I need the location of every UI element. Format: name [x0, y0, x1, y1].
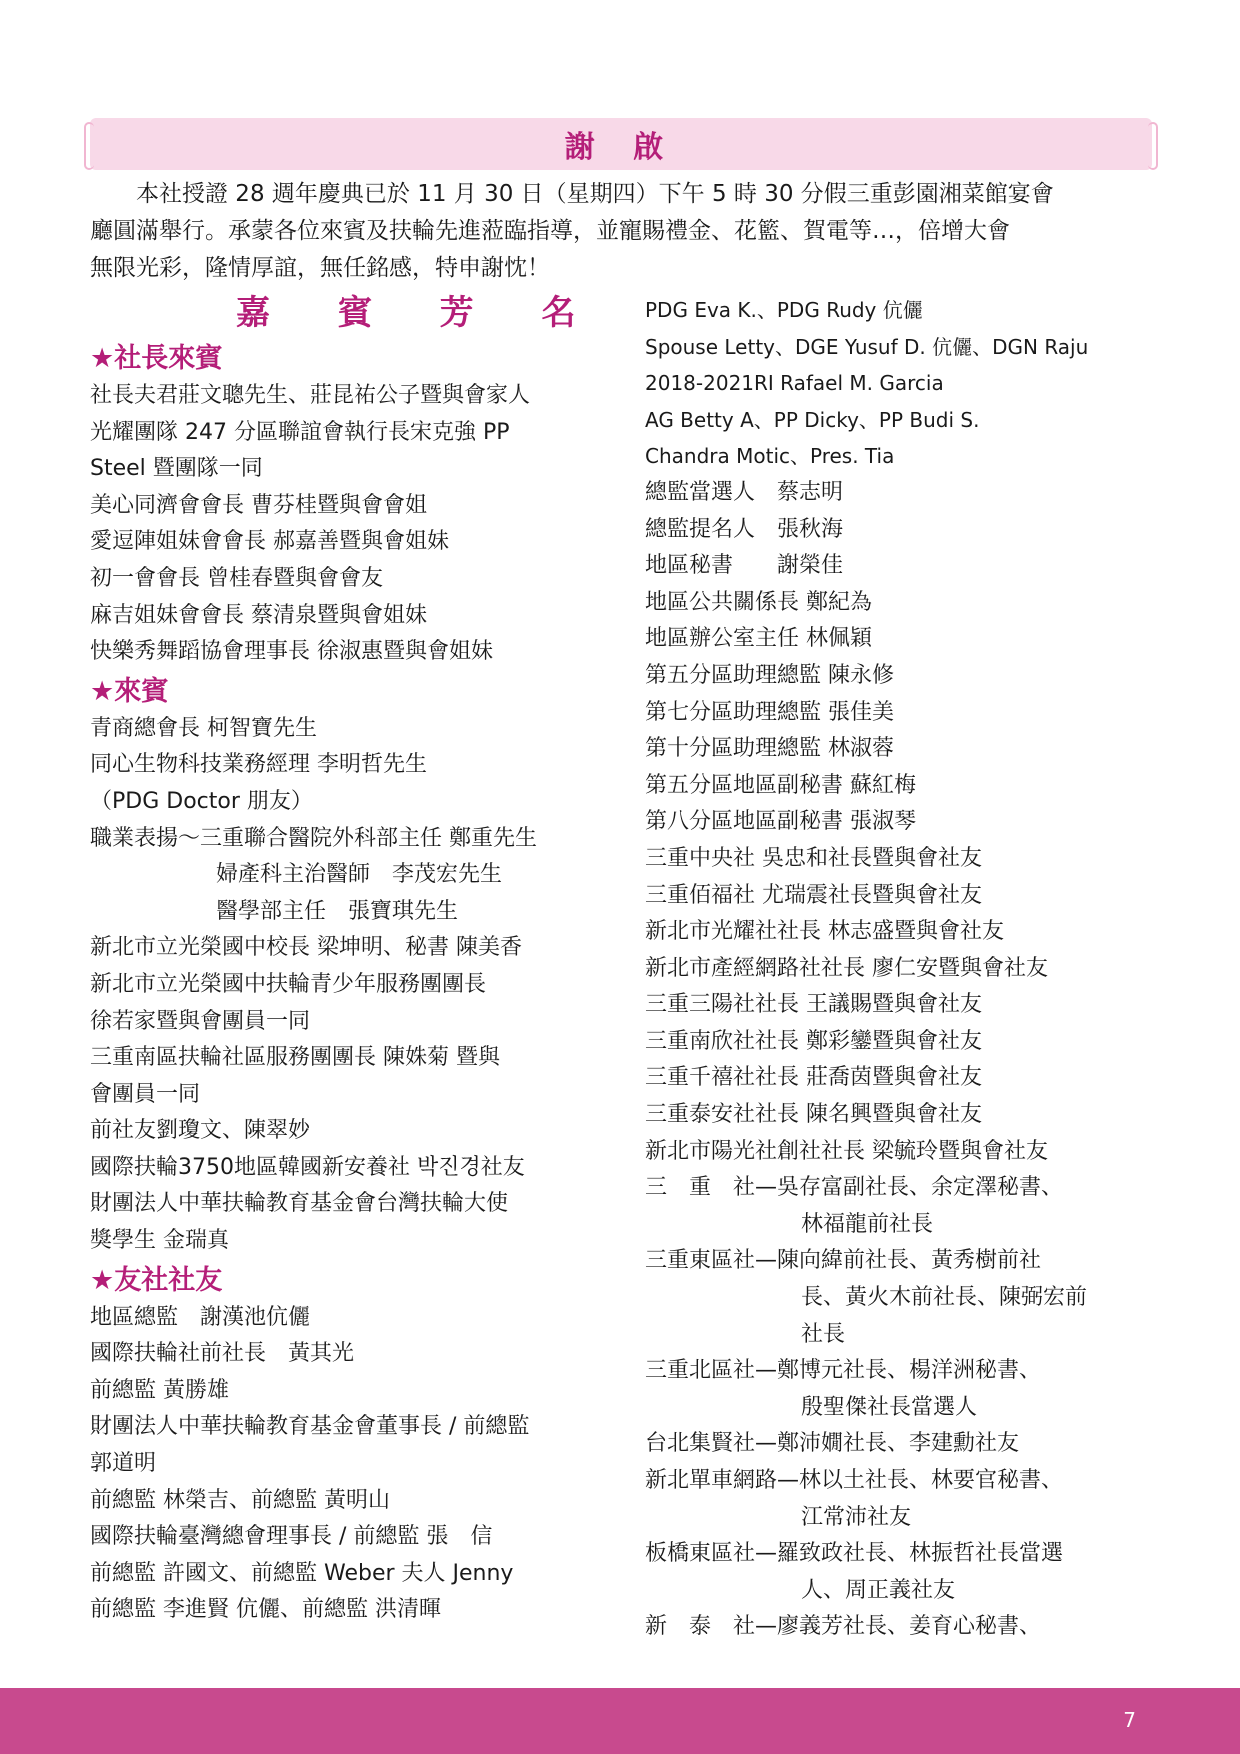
guest-line: 職業表揚～三重聯合醫院外科部主任 鄭重先生 [90, 825, 537, 851]
guest-line: 光耀團隊 247 分區聯誼會執行長宋克強 PP [90, 419, 510, 445]
guest-line: 台北集賢社—鄭沛嫺社長、李建勳社友 [645, 1431, 1020, 1457]
footer-bar [0, 1688, 1240, 1754]
guest-line: 三重南欣社社長 鄭彩鑾暨與會社友 [645, 1028, 982, 1054]
guest-line: 初一會會長 曾桂春暨與會會友 [90, 565, 383, 591]
guest-line: 社長 [801, 1321, 846, 1347]
guest-line: 第五分區地區副秘書 蘇紅梅 [645, 772, 916, 798]
guest-line: 國際扶輪臺灣總會理事長 / 前總監 張 信 [90, 1524, 493, 1550]
guest-line: 郭道明 [90, 1451, 157, 1477]
guest-line: 新北市光耀社社長 林志盛暨與會社友 [645, 919, 1004, 945]
guest-line: 國際扶輪社前社長 黃其光 [90, 1341, 355, 1367]
page-number: 7 [1123, 1708, 1136, 1732]
guest-line: 青商總會長 柯智寶先生 [90, 715, 317, 741]
guest-line: 三重東區社—陳向緯前社長、黃秀樹前社 [645, 1248, 1042, 1274]
guest-line: 新北市產經網路社社長 廖仁安暨與會社友 [645, 955, 1048, 981]
intro-line: 廳圓滿舉行。承蒙各位來賓及扶輪先進蒞臨指導，並寵賜禮金、花籃、賀電等…，倍增大會 [90, 218, 1010, 244]
guest-line: 新 泰 社—廖義芳社長、姜育心秘書、 [645, 1614, 1042, 1640]
guest-line: 前總監 林榮吉、前總監 黃明山 [90, 1487, 390, 1513]
section-heading-sister-clubs: ★友社社友 [90, 1264, 223, 1296]
title-banner [90, 118, 1152, 170]
right-column [645, 292, 1155, 1646]
guest-line: 新北單車網路—林以土社長、林要官秘書、 [645, 1468, 1064, 1493]
guest-line: 徐若家暨與會團員一同 [90, 1008, 311, 1034]
guest-line: 三重三陽社社長 王議賜暨與會社友 [645, 992, 982, 1018]
section-heading-president-guests: ★社長來賓 [90, 343, 223, 374]
guest-line: 林福龍前社長 [801, 1211, 934, 1237]
guest-line: 前社友劉瓊文、陳翠妙 [90, 1118, 311, 1144]
guest-line: 新北市立光榮國中扶輪青少年服務團團長 [90, 971, 487, 997]
guest-line: 三重泰安社社長 陳名興暨與會社友 [645, 1102, 982, 1128]
guest-line: 前總監 黃勝雄 [90, 1377, 229, 1403]
guest-line: 新北市陽光社創社社長 梁毓玲暨與會社友 [645, 1138, 1048, 1164]
guest-line: AG Betty A、PP Dicky、PP Budi S. [645, 407, 980, 432]
left-column [90, 290, 610, 1629]
guest-line: 美心同濟會會長 曹芬桂暨與會會姐 [90, 492, 427, 518]
guest-line: 前總監 許國文、前總監 Weber 夫人 Jenny [90, 1560, 514, 1586]
guest-line: 獎學生 金瑞真 [90, 1228, 229, 1254]
guests-title: 嘉 賓 芳 名 [236, 293, 604, 333]
guest-line: Steel 暨團隊一同 [90, 456, 263, 482]
thank-you-paragraph [90, 176, 1152, 287]
guest-line: 新北市立光榮國中校長 梁坤明、秘書 陳美香 [90, 935, 522, 961]
guest-line: 人、周正義社友 [801, 1577, 956, 1603]
guest-line: 第八分區地區副秘書 張淑琴 [645, 809, 916, 835]
guest-line: 地區公共關係長 鄭紀為 [645, 589, 872, 615]
guest-line: 三重千禧社社長 莊喬茵暨與會社友 [645, 1065, 982, 1091]
guest-line: 醫學部主任 張寶琪先生 [216, 898, 459, 924]
guest-line: 麻吉姐妹會會長 蔡清泉暨與會姐妹 [90, 602, 427, 628]
guest-line: 三重中央社 吳忠和社長暨與會社友 [645, 845, 982, 871]
guest-line: 地區秘書 謝榮佳 [645, 553, 844, 579]
section-heading-guests: ★來賓 [90, 675, 169, 707]
intro-line: 本社授證 28 週年慶典已於 11 月 30 日（星期四）下午 5 時 30 分假三重彭園湘菜館宴會 [136, 181, 1054, 207]
guest-line: Spouse Letty、DGE Yusuf D. 伉儷、DGN Raju [645, 334, 1089, 359]
guest-line: 第五分區助理總監 陳永修 [645, 662, 894, 688]
intro-line: 無限光彩，隆情厚誼，無任銘感，特申謝忱！ [90, 255, 550, 281]
guest-line: 地區總監 謝漢池伉儷 [90, 1304, 311, 1330]
guest-line: 江常沛社友 [801, 1504, 912, 1530]
guest-line: 國際扶輪3750地區韓國新安養社 박진경社友 [90, 1154, 525, 1180]
guest-line: PDG Eva K.、PDG Rudy 伉儷 [645, 298, 923, 322]
page-title: 謝 啟 [564, 130, 678, 165]
guest-line: 快樂秀舞蹈協會理事長 徐淑惠暨與會姐妹 [90, 639, 493, 665]
guest-line: 會團員一同 [90, 1081, 201, 1107]
guest-line: 財團法人中華扶輪教育基金會董事長 / 前總監 [90, 1414, 530, 1440]
guest-line: 三 重 社—吳存富副社長、余定澤秘書、 [645, 1175, 1064, 1201]
guest-line: 殷聖傑社長當選人 [801, 1394, 978, 1420]
guest-line: 愛逗陣姐妹會會長 郝嘉善暨與會姐妹 [90, 529, 449, 555]
guest-line: 總監當選人 蔡志明 [645, 479, 844, 505]
guest-line: 第七分區助理總監 張佳美 [645, 699, 894, 725]
guest-line: 三重北區社—鄭博元社長、楊洋洲秘書、 [645, 1358, 1042, 1384]
guest-line: 三重南區扶輪社區服務團團長 陳姝菊 暨與 [90, 1045, 500, 1071]
guest-line: 財團法人中華扶輪教育基金會台灣扶輪大使 [90, 1191, 509, 1217]
guest-line: Chandra Motic、Pres. Tia [645, 444, 895, 469]
guest-line: （PDG Doctor 朋友） [90, 788, 313, 814]
guest-line: 同心生物科技業務經理 李明哲先生 [90, 752, 427, 778]
guest-line: 婦產科主治醫師 李茂宏先生 [216, 862, 503, 888]
guest-line: 總監提名人 張秋海 [645, 516, 844, 542]
guest-line: 長、黃火木前社長、陳弼宏前 [801, 1285, 1088, 1311]
guest-line: 三重佰福社 尤瑞震社長暨與會社友 [645, 882, 982, 908]
guest-line: 2018-2021RI Rafael M. Garcia [645, 371, 944, 396]
guest-line: 板橋東區社—羅致政社長、林振哲社長當選 [645, 1541, 1064, 1567]
guest-line: 前總監 李進賢 伉儷、前總監 洪清暉 [90, 1597, 441, 1623]
guest-line: 社長夫君莊文聰先生、莊昆祐公子暨與會家人 [90, 383, 531, 408]
guest-line: 第十分區助理總監 林淑蓉 [645, 736, 894, 762]
guest-line: 地區辦公室主任 林佩穎 [645, 626, 872, 652]
